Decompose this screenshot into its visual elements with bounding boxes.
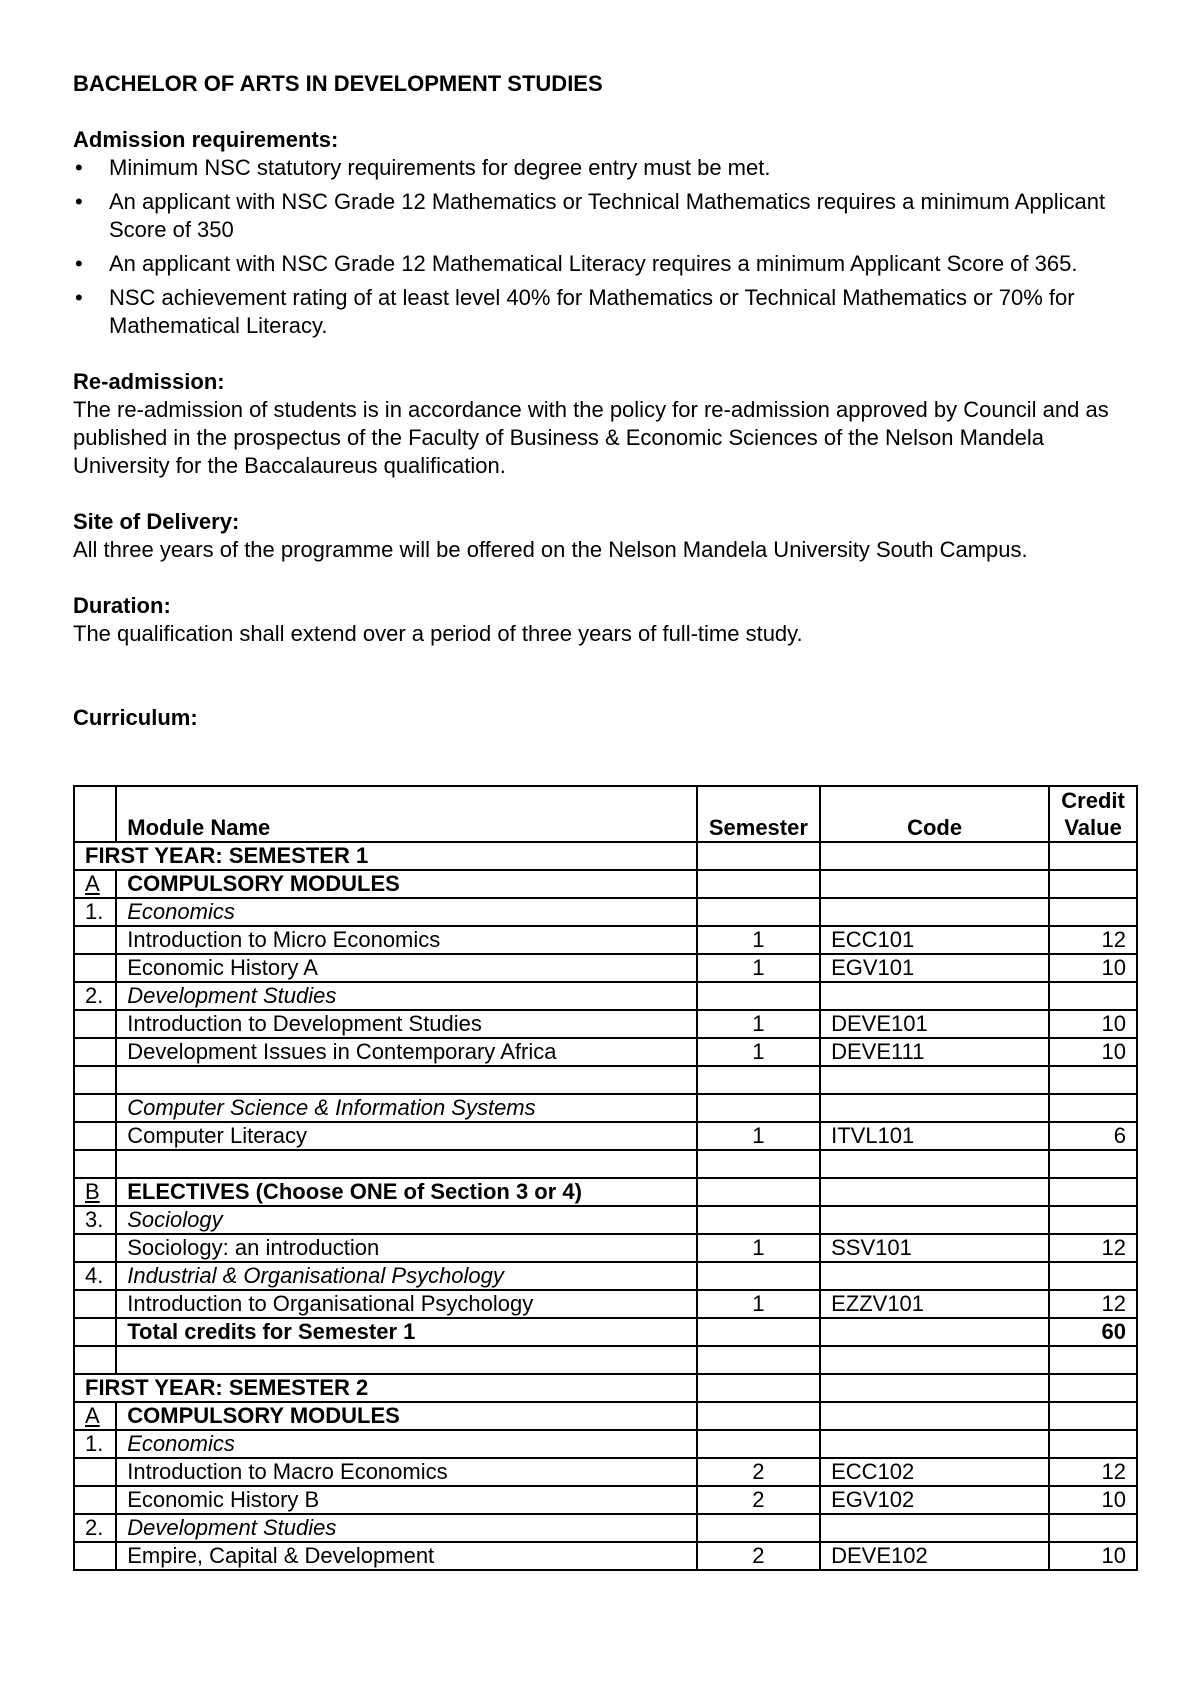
cell-credit: [1049, 898, 1137, 926]
cell-semester: [697, 1346, 820, 1374]
admission-item: [73, 250, 1138, 278]
cell-credit: 10: [1049, 1038, 1137, 1066]
cell-code: [820, 898, 1049, 926]
total-label: Total credits for Semester 1: [116, 1318, 696, 1346]
cell-num: 2.: [74, 1514, 116, 1542]
table-row: [74, 1206, 1137, 1234]
cell-credit: [1049, 842, 1137, 870]
table-row: [74, 1262, 1137, 1290]
cell-num: 2.: [74, 982, 116, 1010]
site-text: All three years of the programme will be offered on the Nelson Mandela University South Campus.: [73, 537, 1028, 562]
cell-semester: [697, 1178, 820, 1206]
cell-module-name: Introduction to Development Studies: [116, 1010, 696, 1038]
document-page: [73, 70, 1138, 732]
cell-credit: [1049, 1094, 1137, 1122]
cell-credit: 6: [1049, 1122, 1137, 1150]
admission-list: [73, 154, 1138, 340]
cell-semester: 1: [697, 1290, 820, 1318]
cell-code: [820, 842, 1049, 870]
table-row: [74, 1458, 1137, 1486]
cell-code: [820, 870, 1049, 898]
cell-credit: [1049, 1402, 1137, 1430]
table-row: [74, 898, 1137, 926]
cell-semester: [697, 898, 820, 926]
bullet-icon: •: [75, 285, 83, 310]
cell-code: [820, 1402, 1049, 1430]
cell-code: ECC101: [820, 926, 1049, 954]
cell-credit: 10: [1049, 1542, 1137, 1570]
col-header-num: [74, 786, 116, 842]
table-body: [74, 842, 1137, 1570]
cell-semester: [697, 1402, 820, 1430]
cell-semester: [697, 1318, 820, 1346]
table-row: [74, 1542, 1137, 1570]
cell-credit: 12: [1049, 1458, 1137, 1486]
cell-credit: 12: [1049, 926, 1137, 954]
cell-credit: [1049, 870, 1137, 898]
cell-code: SSV101: [820, 1234, 1049, 1262]
cell-code: [820, 1094, 1049, 1122]
cell-module-name: Introduction to Macro Economics: [116, 1458, 696, 1486]
cell-code: [820, 982, 1049, 1010]
cell-code: [820, 1514, 1049, 1542]
cell-num: 1.: [74, 898, 116, 926]
table-row: [74, 1514, 1137, 1542]
table-row: [74, 1066, 1137, 1094]
year-semester-label: FIRST YEAR: SEMESTER 1: [74, 842, 697, 870]
cell-num: [74, 1290, 116, 1318]
cell-credit: [1049, 982, 1137, 1010]
col-header-module-name: Module Name: [116, 786, 696, 842]
cell-code: DEVE101: [820, 1010, 1049, 1038]
admission-item: [73, 154, 1138, 182]
cell-code: [820, 1150, 1049, 1178]
table-row: [74, 1010, 1137, 1038]
admission-item-text: NSC achievement rating of at least level 40% for Mathematics or Technical Mathematics or 70% for Mathematical Literacy.: [109, 285, 1075, 338]
cell-semester: 1: [697, 1122, 820, 1150]
curriculum-heading: Curriculum:: [73, 705, 198, 730]
cell-num: [74, 1318, 116, 1346]
cell-num: [74, 1094, 116, 1122]
cell-num: [74, 1066, 116, 1094]
cell-semester: [697, 982, 820, 1010]
col-header-credit: [1049, 786, 1137, 842]
cell-module-name: [116, 1150, 696, 1178]
cell-credit: [1049, 1150, 1137, 1178]
cell-module-name: Sociology: an introduction: [116, 1234, 696, 1262]
cell-semester: 2: [697, 1458, 820, 1486]
cell-credit: [1049, 1346, 1137, 1374]
cell-code: ITVL101: [820, 1122, 1049, 1150]
bullet-icon: •: [75, 251, 83, 276]
cell-credit: [1049, 1514, 1137, 1542]
table-row: [74, 1234, 1137, 1262]
admission-heading: Admission requirements:: [73, 127, 339, 152]
cell-credit: 10: [1049, 954, 1137, 982]
cell-semester: 2: [697, 1486, 820, 1514]
cell-num: [74, 1458, 116, 1486]
cell-num: [74, 1542, 116, 1570]
cell-num: [74, 1122, 116, 1150]
cell-module-name: Economic History A: [116, 954, 696, 982]
cell-credit: 12: [1049, 1234, 1137, 1262]
document-title: BACHELOR OF ARTS IN DEVELOPMENT STUDIES: [73, 71, 603, 96]
cell-code: EGV101: [820, 954, 1049, 982]
cell-credit: [1049, 1430, 1137, 1458]
cell-code: [820, 1346, 1049, 1374]
cell-credit: 10: [1049, 1486, 1137, 1514]
site-heading: Site of Delivery:: [73, 509, 240, 534]
cell-module-name: Computer Literacy: [116, 1122, 696, 1150]
admission-item-text: An applicant with NSC Grade 12 Mathematics or Technical Mathematics requires a minimum Applicant Score of 350: [109, 189, 1106, 242]
table-row: [74, 926, 1137, 954]
cell-semester: 1: [697, 1234, 820, 1262]
cell-semester: [697, 842, 820, 870]
cell-num: 4.: [74, 1262, 116, 1290]
readmission-heading: Re-admission:: [73, 369, 225, 394]
cell-module-name: Sociology: [116, 1206, 696, 1234]
curriculum-table: [73, 785, 1138, 1571]
cell-credit: [1049, 1206, 1137, 1234]
cell-code: [820, 1066, 1049, 1094]
cell-module-name: Empire, Capital & Development: [116, 1542, 696, 1570]
cell-code: [820, 1178, 1049, 1206]
cell-code: [820, 1318, 1049, 1346]
cell-module-name: Introduction to Organisational Psychology: [116, 1290, 696, 1318]
cell-code: [820, 1374, 1049, 1402]
cell-num: A: [74, 870, 116, 898]
cell-credit: [1049, 1066, 1137, 1094]
duration-heading: Duration:: [73, 593, 171, 618]
table-row: [74, 1122, 1137, 1150]
table-row: [74, 1038, 1137, 1066]
cell-module-name: Economics: [116, 1430, 696, 1458]
bullet-icon: •: [75, 155, 83, 180]
admission-item: [73, 188, 1138, 244]
cell-num: [74, 1486, 116, 1514]
cell-credit: [1049, 1374, 1137, 1402]
table-row: [74, 1178, 1137, 1206]
cell-module-name: [116, 1066, 696, 1094]
table-row: [74, 1290, 1137, 1318]
cell-semester: [697, 1150, 820, 1178]
cell-semester: 1: [697, 1038, 820, 1066]
table-row: [74, 954, 1137, 982]
cell-num: 3.: [74, 1206, 116, 1234]
cell-semester: [697, 1262, 820, 1290]
cell-module-name: Development Issues in Contemporary Africa: [116, 1038, 696, 1066]
admission-item: [73, 284, 1138, 340]
cell-semester: 2: [697, 1542, 820, 1570]
cell-semester: [697, 1374, 820, 1402]
cell-module-name: Development Studies: [116, 982, 696, 1010]
cell-module-name: Computer Science & Information Systems: [116, 1094, 696, 1122]
cell-credit: [1049, 1262, 1137, 1290]
cell-code: [820, 1430, 1049, 1458]
table-row: [74, 982, 1137, 1010]
table-row: [74, 870, 1137, 898]
admission-item-text: An applicant with NSC Grade 12 Mathematical Literacy requires a minimum Applicant Score of 365.: [109, 251, 1078, 276]
cell-module-name: Development Studies: [116, 1514, 696, 1542]
readmission-text: The re-admission of students is in accordance with the policy for re-admission approved by Council and as published in the prospectus of the Faculty of Business & Economic Sciences of the Nelson Mandela University for the Baccalaureus qualification.: [73, 397, 1109, 478]
cell-num: A: [74, 1402, 116, 1430]
cell-semester: [697, 1094, 820, 1122]
table-row: [74, 842, 1137, 870]
cell-code: ECC102: [820, 1458, 1049, 1486]
cell-code: [820, 1206, 1049, 1234]
cell-num: [74, 1010, 116, 1038]
cell-credit: [1049, 1178, 1137, 1206]
cell-num: [74, 1038, 116, 1066]
table-header-row: [74, 786, 1137, 842]
table-row: [74, 1094, 1137, 1122]
cell-num: [74, 954, 116, 982]
cell-module-name: [116, 1346, 696, 1374]
col-header-credit-line1: Credit: [1061, 788, 1125, 813]
cell-semester: [697, 870, 820, 898]
cell-semester: 1: [697, 954, 820, 982]
duration-text: The qualification shall extend over a period of three years of full-time study.: [73, 621, 803, 646]
table-row: [74, 1150, 1137, 1178]
total-credit: 60: [1049, 1318, 1137, 1346]
cell-semester: [697, 1066, 820, 1094]
col-header-code: Code: [820, 786, 1049, 842]
cell-module-name: COMPULSORY MODULES: [116, 1402, 696, 1430]
cell-module-name: COMPULSORY MODULES: [116, 870, 696, 898]
admission-item-text: Minimum NSC statutory requirements for degree entry must be met.: [109, 155, 771, 180]
cell-module-name: Economic History B: [116, 1486, 696, 1514]
cell-num: [74, 1346, 116, 1374]
cell-module-name: Economics: [116, 898, 696, 926]
table-row: [74, 1486, 1137, 1514]
table-row: [74, 1402, 1137, 1430]
cell-num: 1.: [74, 1430, 116, 1458]
cell-code: EGV102: [820, 1486, 1049, 1514]
cell-num: [74, 1234, 116, 1262]
cell-module-name: Industrial & Organisational Psychology: [116, 1262, 696, 1290]
cell-credit: 10: [1049, 1010, 1137, 1038]
cell-module-name: ELECTIVES (Choose ONE of Section 3 or 4): [116, 1178, 696, 1206]
year-semester-label: FIRST YEAR: SEMESTER 2: [74, 1374, 697, 1402]
bullet-icon: •: [75, 189, 83, 214]
col-header-credit-line2: Value: [1064, 815, 1122, 840]
table-row: [74, 1374, 1137, 1402]
cell-semester: 1: [697, 926, 820, 954]
cell-semester: [697, 1514, 820, 1542]
table-row: [74, 1318, 1137, 1346]
cell-num: B: [74, 1178, 116, 1206]
cell-num: [74, 1150, 116, 1178]
cell-code: DEVE111: [820, 1038, 1049, 1066]
cell-code: DEVE102: [820, 1542, 1049, 1570]
cell-code: EZZV101: [820, 1290, 1049, 1318]
cell-module-name: Introduction to Micro Economics: [116, 926, 696, 954]
table-row: [74, 1430, 1137, 1458]
col-header-semester: Semester: [697, 786, 820, 842]
cell-code: [820, 1262, 1049, 1290]
cell-semester: [697, 1430, 820, 1458]
cell-semester: [697, 1206, 820, 1234]
cell-semester: 1: [697, 1010, 820, 1038]
cell-credit: 12: [1049, 1290, 1137, 1318]
cell-num: [74, 926, 116, 954]
table-row: [74, 1346, 1137, 1374]
